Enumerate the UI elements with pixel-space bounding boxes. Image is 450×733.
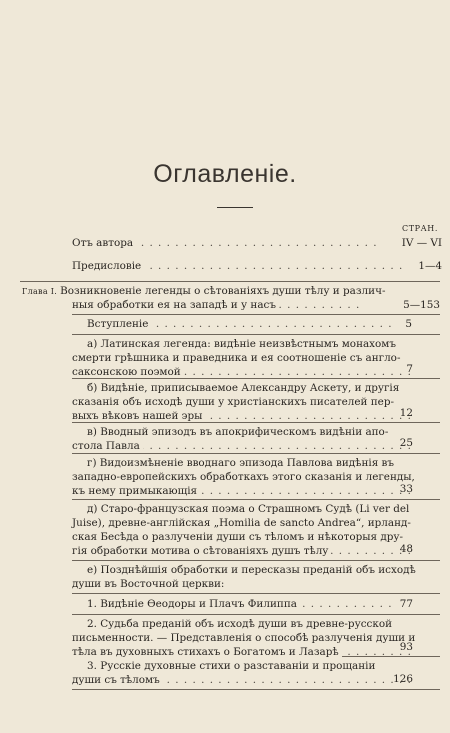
divider — [72, 378, 440, 379]
entry-text: Предисловіе — [72, 260, 144, 272]
entry-page: 12 — [399, 407, 413, 419]
entry-text: тѣла въ духовныхъ стихахъ о Богатомъ и Лазарѣ — [72, 646, 342, 658]
toc-entry-intro[interactable] — [87, 317, 397, 331]
toc-entry-preface[interactable] — [72, 259, 402, 273]
entry-page: 5 — [405, 318, 412, 330]
toc-entry-author[interactable] — [72, 236, 380, 250]
entry-text: Отъ автора — [72, 237, 136, 249]
divider — [72, 593, 440, 594]
page-column-header: СТРАН. — [401, 224, 438, 233]
entry-text: смерти грѣшника и праведника и ея соотношеніе съ англо- — [72, 352, 401, 364]
entry-page: 5—153 — [403, 299, 440, 311]
entry-text: стола Павла — [72, 440, 143, 452]
entry-text: души съ тѣломъ — [72, 674, 163, 686]
entry-text: д) Старо-французская поэма о Страшномъ Судѣ (Li ver del — [87, 503, 410, 515]
entry-text: къ нему примыкающія — [72, 485, 200, 497]
entry-text: гія обработки мотива о сѣтованіяхъ душъ тѣлу — [72, 545, 331, 557]
entry-page: IV — VI — [401, 237, 442, 249]
entry-page: 126 — [393, 673, 413, 685]
divider — [72, 614, 440, 615]
entry-text: е) Позднѣйшія обработки и пересказы преданій объ исходѣ — [87, 564, 416, 576]
entry-text: в) Вводный эпизодъ въ апокрифическомъ видѣніи апо- — [87, 426, 389, 438]
entry-text: ская Бесѣда о разлученіи души съ тѣломъ и нѣкоторыя дру- — [72, 531, 404, 543]
entry-page: 77 — [399, 598, 413, 610]
divider — [72, 314, 440, 315]
entry-text: а) Латинская легенда: видѣніе неизвѣстнымъ монахомъ — [87, 338, 396, 350]
entry-text: ныя обработки ея на западѣ и у насъ — [72, 299, 279, 311]
toc-entry-chapter-1[interactable] — [22, 284, 386, 312]
divider — [72, 453, 440, 454]
entry-text: души въ Восточной церкви: — [72, 578, 225, 590]
entry-page: 7 — [406, 363, 413, 375]
entry-text: саксонскою поэмой — [72, 366, 184, 378]
page-title: Оглавленіе. — [153, 160, 297, 188]
divider — [72, 334, 440, 335]
entry-text: 1. Видѣніе Ѳеодоры и Плачъ Филиппа — [87, 598, 300, 610]
entry-text: г) Видоизмѣненіе вводнаго эпизода Павлова видѣнія въ — [87, 457, 395, 469]
toc-entry-e — [72, 563, 417, 591]
entry-text: западно-европейскихъ обработкахъ этого сказанія и легенды, — [72, 471, 415, 483]
entry-text: б) Видѣніе, приписываемое Александру Аскету, и другія — [87, 382, 400, 394]
entry-text: 3. Русскіе духовные стихи о разставаніи и прощаніи — [87, 660, 376, 672]
entry-text: Вступленіе — [87, 318, 151, 330]
entry-text: Возникновеніе легенды о сѣтованіяхъ души тѣлу и различ- — [60, 285, 386, 297]
toc-entry-e1[interactable] — [87, 597, 397, 611]
entry-page: 1—4 — [418, 260, 442, 272]
divider — [72, 499, 440, 500]
entry-page: 48 — [399, 543, 413, 555]
divider — [72, 560, 440, 561]
entry-text: выхъ вѣковъ нашей эры — [72, 410, 205, 422]
entry-page: 93 — [399, 641, 413, 653]
entry-text: письменности. — Представленія о способѣ разлученія души и — [72, 632, 416, 644]
divider — [20, 281, 440, 282]
title-rule — [217, 207, 253, 208]
divider — [72, 422, 440, 423]
entry-text: сказанія объ исходѣ души у христіанскихъ писателей пер- — [72, 396, 394, 408]
entry-text: Juise), древне-англійская „Homilia de sancto Andrea“, ирланд- — [72, 517, 411, 529]
entry-page: 25 — [399, 437, 413, 449]
chapter-label: Глава I. — [22, 287, 58, 296]
entry-page: 33 — [399, 483, 413, 495]
divider — [72, 689, 440, 690]
entry-text: 2. Судьба преданій объ исходѣ души въ древне-русской — [87, 618, 393, 630]
